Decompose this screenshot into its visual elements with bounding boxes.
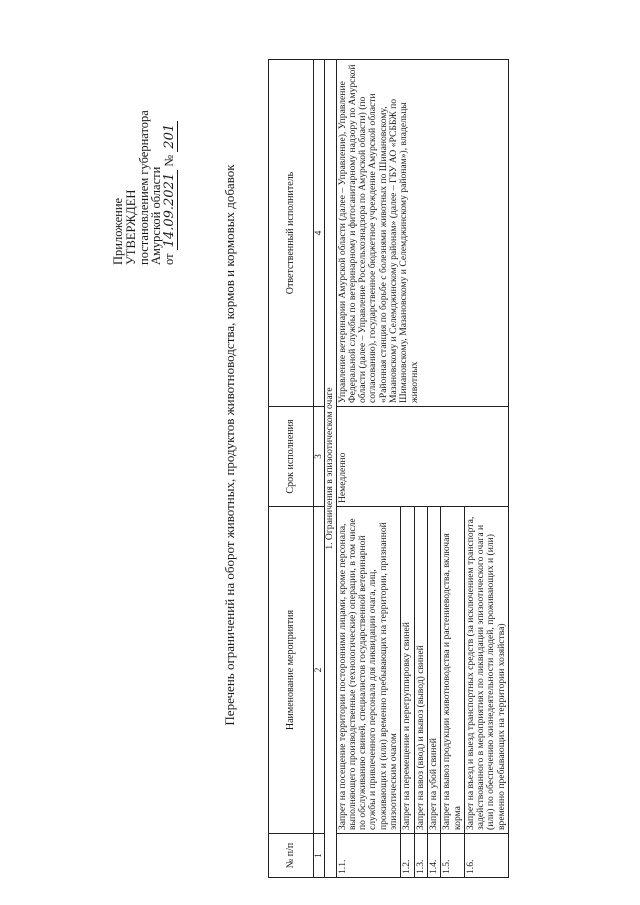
column-number: 3 xyxy=(314,407,325,507)
row-term: Немедленно xyxy=(336,407,508,507)
row-name: Запрет на убой свиней xyxy=(427,507,440,834)
restrictions-table xyxy=(268,59,509,878)
decree-number: 201 xyxy=(162,121,178,152)
header-name: Наименование мероприятия xyxy=(269,507,314,834)
row-name: Запрет на въезд и выезд транспортных средств (за исключением транспорта, задействованного в мероприятиях по ликвидации эпизоотического очага и (или) по обеспечению жизнедеятельности людей, проживающих и (или) временно пребывающих на территории хозяйства) xyxy=(464,507,508,834)
header-number: № п/п xyxy=(269,834,314,878)
appendix-label: Приложение xyxy=(111,197,125,265)
row-number: 1.6. xyxy=(464,834,508,878)
column-number: 4 xyxy=(314,60,325,407)
row-name: Запрет на посещение территории посторонними лицами, кроме персонала, выполняющего производственные (технологические) операции, в том числе по обслуживанию свиней, специалистов государственной ветеринарной службы и привлеченного персонала для ликвидации очага, лиц, проживающих и (или) временно пребывающих на территории, признанной эпизоотическим очагом xyxy=(336,507,401,834)
column-numbers-row xyxy=(314,60,325,878)
header-term: Срок исполнения xyxy=(269,407,314,507)
document-title: Перечень ограничений на оборот животных, продуктов животноводства, кормов и кормовых добавок xyxy=(222,164,237,726)
row-name: Запрет на перемещение и перегруппировку свиней xyxy=(401,507,414,834)
column-number: 2 xyxy=(314,507,325,834)
decree-date-line xyxy=(163,5,177,265)
section-row xyxy=(325,60,336,878)
table-header-row xyxy=(269,60,314,878)
number-prefix: № xyxy=(162,154,177,167)
decree-date: 14.09.2021 xyxy=(162,170,178,250)
row-name: Запрет на ввоз (ввод) и вывоз (вывод) свиней xyxy=(414,507,427,834)
row-number: 1.2. xyxy=(401,834,414,878)
decree-label: постановлением губернатора xyxy=(136,110,151,265)
row-number: 1.4. xyxy=(427,834,440,878)
date-prefix: от xyxy=(162,253,177,265)
row-number: 1.1. xyxy=(336,834,401,878)
header-responsible: Ответственный исполнитель xyxy=(269,60,314,407)
section-title: 1. Ограничения в эпизоотическом очаге xyxy=(325,60,336,878)
approval-stamp xyxy=(112,5,177,265)
row-name: Запрет на вывоз продукции животноводства и растениеводства, включая корма xyxy=(441,507,465,834)
row-number: 1.3. xyxy=(414,834,427,878)
row-number: 1.5. xyxy=(441,834,465,878)
row-responsible: Управление ветеринарии Амурской области (далее – Управление), Управление Федеральной службы по ветеринарному и фитосанитарному надзору по Амурской области (далее – Управление Россельхознадзора по Амурской области) (по согласованию), государственное бюджетное учреждение Амурской области «Районная станция по борьбе с болезнями животных по Шимановскому, Мазановскому и Селемджинскому районам» (далее – ГБУ АО «РСББЖ по Шимановскому, Мазановскому и Селемджинскому районам»), владельцы животных xyxy=(336,60,508,407)
region-label: Амурской области xyxy=(149,166,164,265)
column-number: 1 xyxy=(314,834,325,878)
table-row xyxy=(336,60,401,878)
approved-label: УТВЕРЖДЕН xyxy=(123,189,138,265)
